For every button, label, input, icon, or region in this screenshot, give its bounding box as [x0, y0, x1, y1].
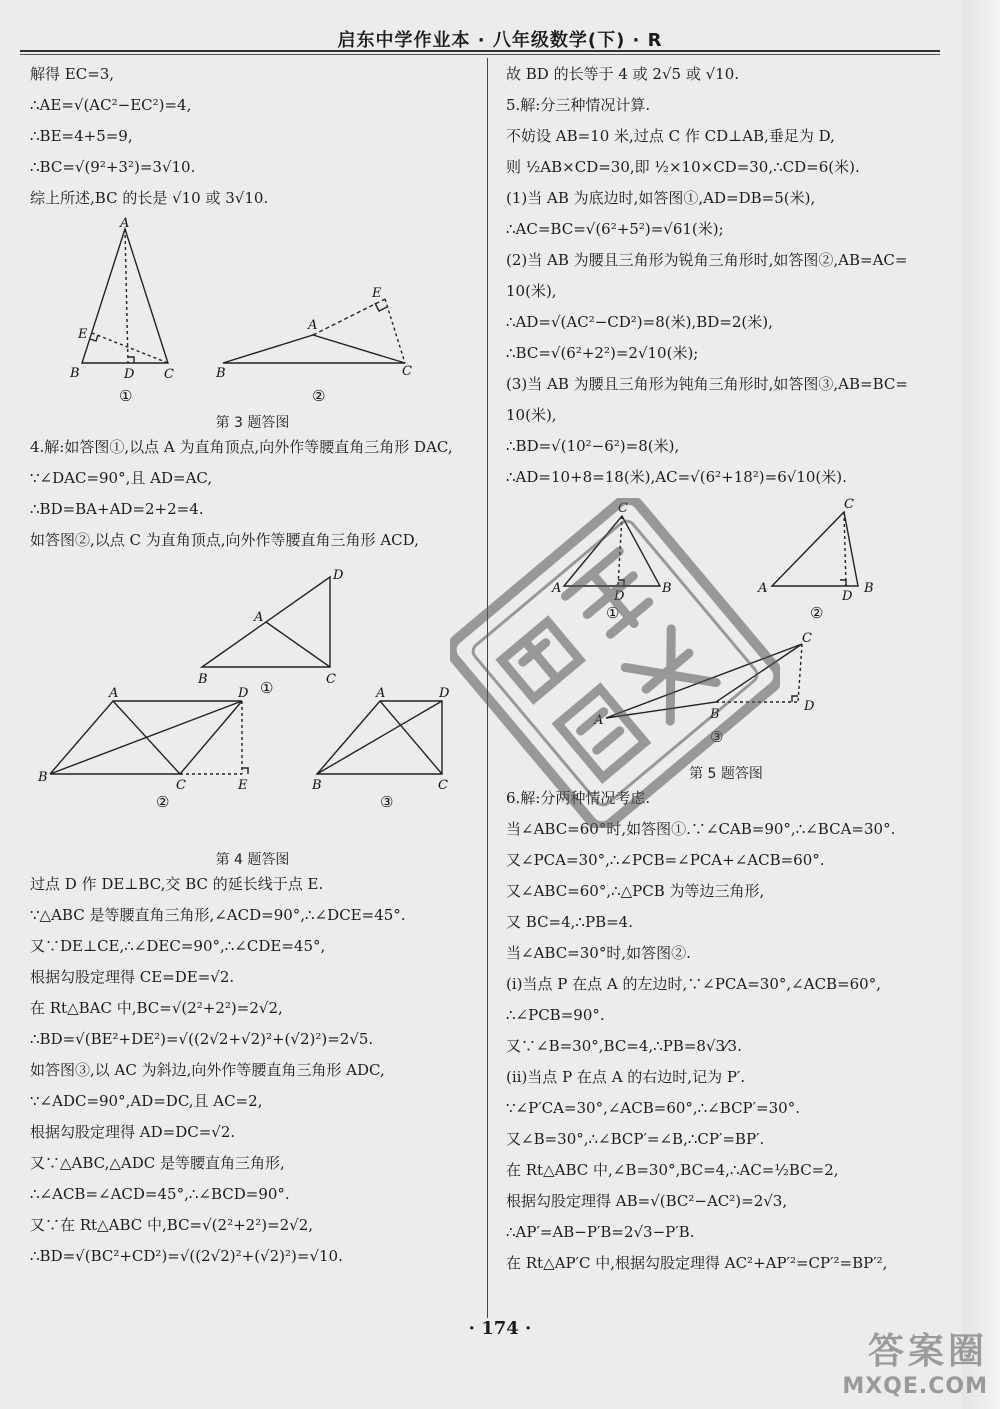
text-line: 6.解:分两种情况考虑. [506, 789, 651, 807]
label: B [198, 672, 208, 687]
text-line: 当∠ABC=60°时,如答图①.∵∠CAB=90°,∴∠BCA=30°. [506, 820, 896, 838]
label: B [38, 770, 48, 785]
text-line: 又 BC=4,∴PB=4. [506, 913, 633, 931]
figure-q3 [30, 217, 475, 435]
label: A [758, 581, 768, 596]
header-rule [20, 50, 940, 52]
text-line: 则 ½AB×CD=30,即 ½×10×CD=30,∴CD=6(米). [506, 158, 860, 176]
text-line: ∴BD=√(BC²+CD²)=√((2√2)²+(√2)²)=√10. [30, 1247, 343, 1265]
left-column [30, 62, 475, 1275]
label: B [312, 778, 322, 793]
text-line: ∴BD=BA+AD=2+2=4. [30, 500, 204, 518]
label: C [402, 364, 412, 379]
text-line: 在 Rt△AP′C 中,根据勾股定理得 AC²+AP′²=CP′²=BP′², [506, 1254, 888, 1272]
text-line: ∴∠PCB=90°. [506, 1006, 605, 1024]
text-line: 又∵∠B=30°,BC=4,∴PB=8√3⁄3. [506, 1037, 742, 1055]
text-line: (i)当点 P 在点 A 的左边时,∵∠PCA=30°,∠ACB=60°, [506, 975, 881, 993]
text-line: 根据勾股定理得 AD=DC=√2. [30, 1123, 236, 1141]
seal-stamp-icon [450, 498, 780, 828]
label: B [710, 707, 720, 722]
text-line: ∴BE=4+5=9, [30, 127, 133, 145]
text-line: ∴AE=√(AC²−EC²)=4, [30, 96, 192, 114]
label: A [109, 686, 119, 701]
label: C [802, 631, 812, 646]
text-line: 如答图②,以点 C 为直角顶点,向外作等腰直角三角形 ACD, [30, 531, 419, 549]
watermark-url: MXQE.COM [842, 1374, 988, 1399]
label: A [594, 713, 604, 728]
label: ① [119, 387, 133, 405]
text-line: ∵∠P′CA=30°,∠ACB=60°,∴∠BCP′=30°. [506, 1099, 800, 1117]
label: E [238, 778, 248, 793]
label: A [120, 217, 130, 231]
watermark [842, 1323, 988, 1399]
text-line: 又∠PCA=30°,∴∠PCB=∠PCA+∠ACB=60°. [506, 851, 825, 869]
text-line: 在 Rt△ABC 中,∠B=30°,BC=4,∴AC=½BC=2, [506, 1161, 839, 1179]
text-line: 又∠ABC=60°,∴△PCB 为等边三角形, [506, 882, 765, 900]
text-line: 10(米), [506, 406, 557, 424]
text-line: 5.解:分三种情况计算. [506, 96, 651, 114]
label: D [333, 568, 344, 583]
text-line: ∴∠ACB=∠ACD=45°,∴∠BCD=90°. [30, 1185, 290, 1203]
text-line: ∴AC=BC=√(6²+5²)=√61(米); [506, 220, 724, 238]
label: C [326, 672, 336, 687]
text-line: ∴AP′=AB−P′B=2√3−P′B. [506, 1223, 695, 1241]
label: B [662, 581, 672, 596]
text-line: (ii)当点 P 在点 A 的右边时,记为 P′. [506, 1068, 746, 1086]
label: A [376, 686, 386, 701]
label: ① [606, 604, 620, 622]
figure-q4-drawing [30, 559, 475, 844]
text-line: ∴BC=√(9²+3²)=3√10. [30, 158, 196, 176]
label: E [78, 327, 88, 342]
label: C [438, 778, 448, 793]
page-header: 启东中学作业本 · 八年级数学(下) · R [337, 30, 663, 51]
label: B [70, 366, 80, 381]
text-line: ∴BD=√(BE²+DE²)=√((2√2+√2)²+(√2)²)=2√5. [30, 1030, 374, 1048]
label: B [216, 366, 226, 381]
label: C [164, 367, 174, 382]
label: E [372, 286, 382, 301]
text-line: 根据勾股定理得 AB=√(BC²−AC²)=2√3, [506, 1192, 788, 1210]
text-line: ∵∠ADC=90°,AD=DC,且 AC=2, [30, 1092, 263, 1110]
label: D [124, 367, 135, 382]
label: ② [156, 793, 170, 811]
label: C [176, 778, 186, 793]
text-line: (1)当 AB 为底边时,如答图①,AD=DB=5(米), [506, 189, 816, 207]
watermark-logo: 答案圈 [867, 1331, 988, 1372]
text-line: ∴BD=√(10²−6²)=8(米), [506, 437, 680, 455]
header-rule-thin [20, 54, 940, 55]
label: ③ [710, 728, 724, 746]
label: C [844, 497, 854, 512]
label: D [614, 589, 625, 604]
label: A [552, 581, 562, 596]
label: D [804, 699, 815, 714]
text-line: (2)当 AB 为腰且三角形为锐角三角形时,如答图②,AB=AC= [506, 251, 908, 269]
label: ② [312, 387, 326, 405]
text-line: ∵△ABC 是等腰直角三角形,∠ACD=90°,∴∠DCE=45°. [30, 906, 406, 924]
text-line: 故 BD 的长等于 4 或 2√5 或 √10. [506, 65, 740, 83]
text-line: ∴AD=√(AC²−CD²)=8(米),BD=2(米), [506, 313, 773, 331]
label: C [618, 501, 628, 516]
label: D [842, 589, 853, 604]
text-line: ∴AD=10+8=18(米),AC=√(6²+18²)=6√10(米). [506, 468, 847, 486]
figure-caption: 第 5 题答图 [689, 766, 763, 782]
text-line: 又∠B=30°,∴∠BCP′=∠B,∴CP′=BP′. [506, 1130, 765, 1148]
text-line: 解得 EC=3, [30, 65, 115, 83]
figure-q4 [30, 559, 475, 872]
text-line: 当∠ABC=30°时,如答图②. [506, 944, 691, 962]
label: B [864, 581, 874, 596]
label: A [308, 318, 318, 333]
figure-q3-drawing [30, 217, 475, 407]
text-line: 又∵DE⊥CE,∴∠DEC=90°,∴∠CDE=45°, [30, 937, 326, 955]
text-line: 在 Rt△BAC 中,BC=√(2²+2²)=2√2, [30, 999, 283, 1017]
text-line: 4.解:如答图①,以点 A 为直角顶点,向外作等腰直角三角形 DAC, [30, 438, 453, 456]
label: A [254, 610, 264, 625]
text-line: 又∵在 Rt△ABC 中,BC=√(2²+2²)=2√2, [30, 1216, 314, 1234]
text-line: ∴BC=√(6²+2²)=2√10(米); [506, 344, 699, 362]
text-line: 如答图③,以 AC 为斜边,向外作等腰直角三角形 ADC, [30, 1061, 385, 1079]
page-number: · 174 · [468, 1318, 532, 1339]
label: ③ [380, 793, 394, 811]
label: D [439, 686, 450, 701]
text-line: 不妨设 AB=10 米,过点 C 作 CD⊥AB,垂足为 D, [506, 127, 835, 145]
text-line: ∵∠DAC=90°,且 AD=AC, [30, 469, 213, 487]
label: D [238, 686, 249, 701]
text-line: 根据勾股定理得 CE=DE=√2. [30, 968, 235, 986]
figure-caption: 第 3 题答图 [215, 415, 290, 431]
text-line: 10(米), [506, 282, 557, 300]
text-line: 过点 D 作 DE⊥BC,交 BC 的延长线于点 E. [30, 875, 324, 893]
text-line: 综上所述,BC 的长是 √10 或 3√10. [30, 189, 269, 207]
label: ② [810, 604, 824, 622]
text-line: 又∵△ABC,△ADC 是等腰直角三角形, [30, 1154, 285, 1172]
label: ① [260, 679, 274, 697]
text-line: (3)当 AB 为腰且三角形为钝角三角形时,如答图③,AB=BC= [506, 375, 908, 393]
scan-edge [962, 0, 1000, 1409]
figure-caption: 第 4 题答图 [215, 852, 290, 868]
